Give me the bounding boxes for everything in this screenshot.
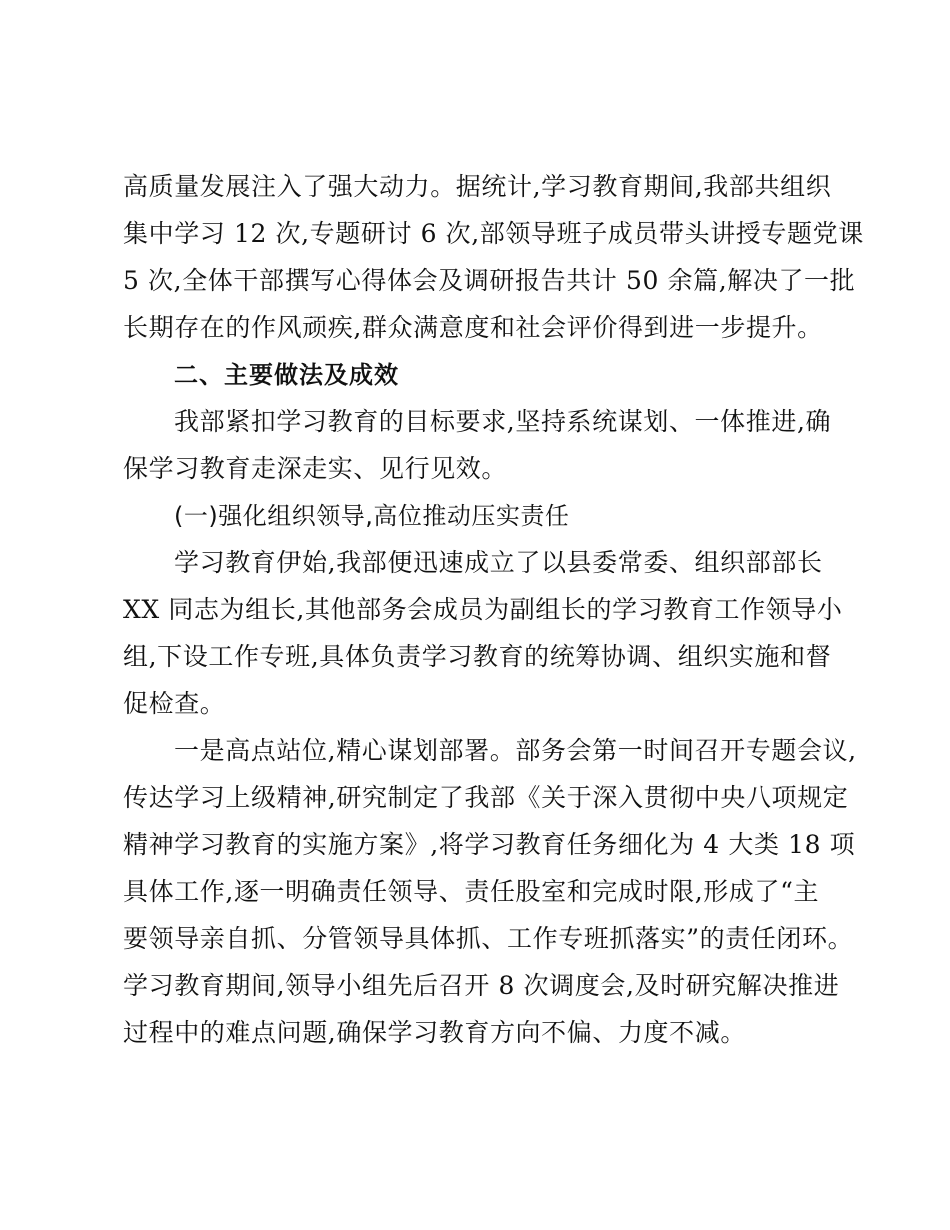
paragraph-line: 具体工作,逐一明确责任领导、责任股室和完成时限,形成了“主 [123,877,820,906]
paragraph-line: 5 次,全体干部撰写心得体会及调研报告共计 50 余篇,解决了一批 [123,266,856,295]
paragraph-line: 高质量发展注入了强大动力。据统计,学习教育期间,我部共组织 [123,172,832,201]
paragraph-line: 学习教育伊始,我部便迅速成立了以县委常委、组织部部长 [174,548,823,577]
paragraph-line: 集中学习 12 次,专题研讨 6 次,部领导班子成员带头讲授专题党课 [123,219,864,248]
subsection-heading: (一)强化组织领导,高位推动压实责任 [174,502,570,530]
section-heading: 二、主要做法及成效 [174,361,399,389]
paragraph-line: 保学习教育走深走实、见行见效。 [123,454,508,483]
paragraph-line: 我部紧扣学习教育的目标要求,坚持系统谋划、一体推进,确 [174,407,832,436]
paragraph-line: 促检查。 [123,689,226,718]
paragraph-line: 长期存在的作风顽疾,群众满意度和社会评价得到进一步提升。 [123,313,823,342]
paragraph-line: XX 同志为组长,其他部务会成员为副组长的学习教育工作领导小 [123,595,843,624]
paragraph-line: 组,下设工作专班,具体负责学习教育的统筹协调、组织实施和督 [123,642,832,671]
paragraph-line: 精神学习教育的实施方案》,将学习教育任务细化为 4 大类 18 项 [123,830,856,859]
paragraph-line: 传达学习上级精神,研究制定了我部《关于深入贯彻中央八项规定 [123,783,849,812]
paragraph-line: 学习教育期间,领导小组先后召开 8 次调度会,及时研究解决推进 [123,971,840,1000]
paragraph-line: 要领导亲自抓、分管领导具体抓、工作专班抓落实”的责任闭环。 [123,924,854,953]
paragraph-line: 一是高点站位,精心谋划部署。部务会第一时间召开专题会议, [174,736,857,765]
paragraph-line: 过程中的难点问题,确保学习教育方向不偏、力度不减。 [123,1018,746,1047]
